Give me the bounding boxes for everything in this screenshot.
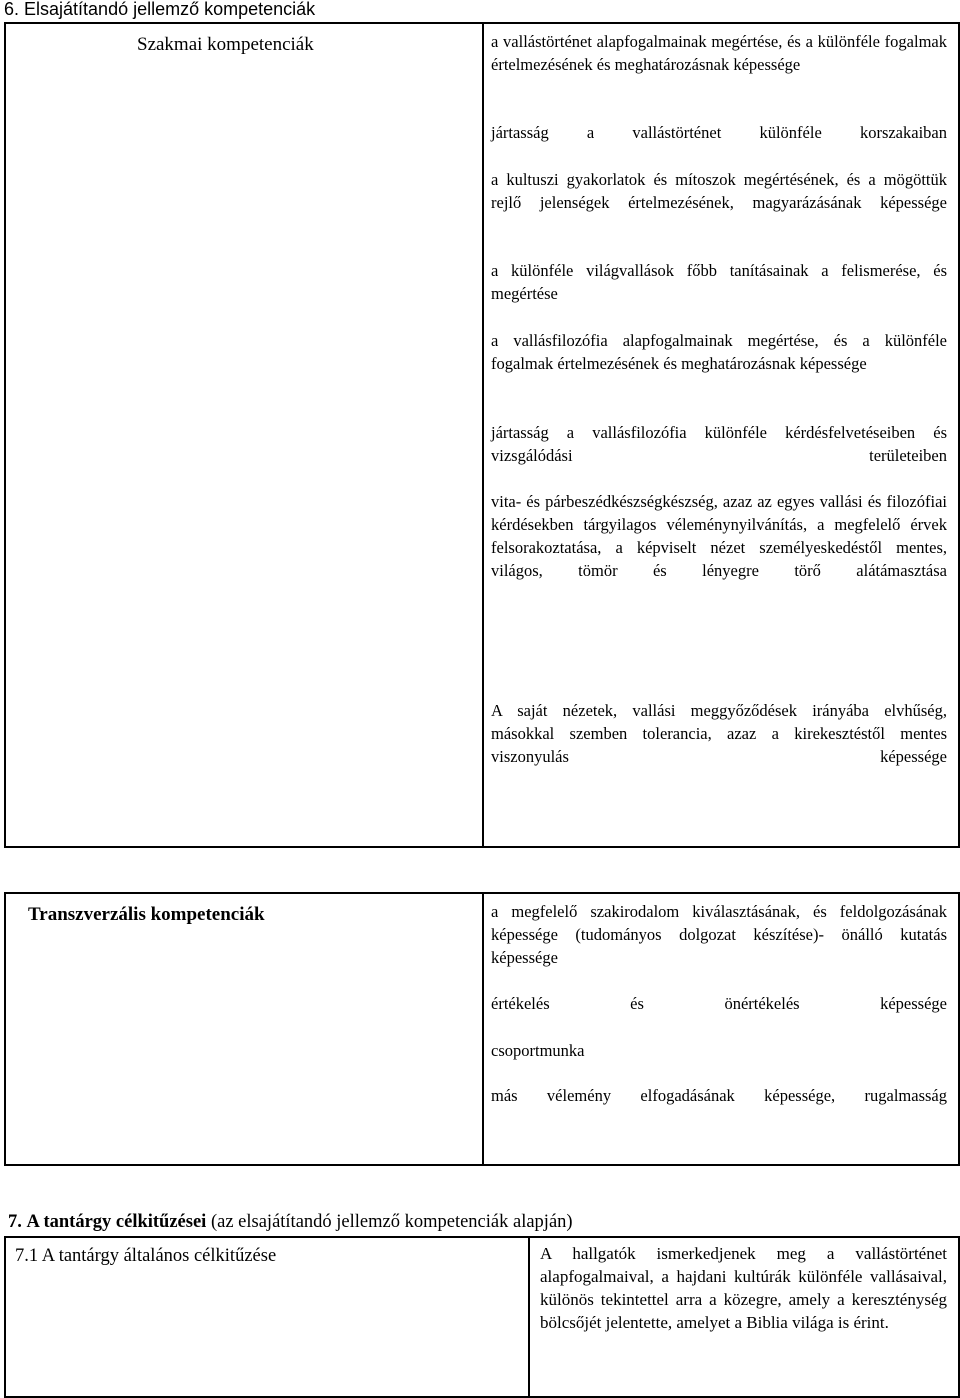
competency-item: a kultuszi gyakorlatok és mítoszok megértésének, és a mögöttük rejlő jelenségek értelmezésének, magyarázásának képessége [491,170,947,212]
table-divider [482,24,484,846]
competency-item: jártasság a vallásfilozófia különféle kérdésfelvetéseiben és vizsgálódási területeiben [491,423,947,465]
general-objective-label: 7.1 A tantárgy általános célkitűzése [15,1246,277,1266]
table-divider [528,1238,530,1396]
competency-item: jártasság a vallástörténet különféle korszakaiban [491,123,947,142]
competency-item: a vallástörténet alapfogalmainak megértése, és a különféle fogalmak értelmezésének és meghatározásnak képessége [491,32,947,74]
section-7-title [8,1211,573,1234]
competency-item: csoportmunka [491,1041,585,1060]
section-7-title-rest: (az elsajátítandó jellemző kompetenciák alapján) [210,1212,573,1232]
competency-item: A saját nézetek, vallási meggyőződések irányába elvhűség, másokkal szemben tolerancia, azaz a kirekesztéstől mentes viszonyulás képessége [491,701,947,766]
section-7-number: 7. [8,1212,22,1232]
section-6-title: 6. Elsajátítandó jellemző kompetenciák [4,0,316,19]
section-7-title-bold: A tantárgy célkitűzései [26,1212,207,1232]
general-objective-text: A hallgatók ismerkedjenek meg a vallástörténet alapfogalmaival, a hajdani kultúrák különféle vallásaival, különös tekintettel arra a közegre, amely a kereszténység bölcsőjét jelentette, amelyet a Biblia világa is érint. [540,1244,947,1332]
competency-item: a vallásfilozófia alapfogalmainak megértése, és a különféle fogalmak értelmezésének és meghatározásnak képessége [491,331,947,373]
professional-competencies-label: Szakmai kompetenciák [137,34,314,55]
competency-item: más vélemény elfogadásának képessége, rugalmasság [491,1086,947,1105]
competency-item: vita- és párbeszédkészségkészség, azaz az egyes vallási és filozófiai kérdésekben tárgyilagos véleménynyilvánítás, a megfelelő érvek felsorakoztatása, a képviselt nézet személyeskedéstől mentes, világos, tömör és lényegre törő alátámasztása [491,492,947,580]
table-divider [482,894,484,1164]
competency-item: a megfelelő szakirodalom kiválasztásának, és feldolgozásának képessége (tudományos dolgozat készítése)- önálló kutatás képessége [491,902,947,967]
transversal-competencies-label: Transzverzális kompetenciák [28,904,265,925]
competency-item: a különféle világvallások főbb tanításainak a felismerése, és megértése [491,261,947,303]
competency-item: értékelés és önértékelés képessége [491,994,947,1013]
